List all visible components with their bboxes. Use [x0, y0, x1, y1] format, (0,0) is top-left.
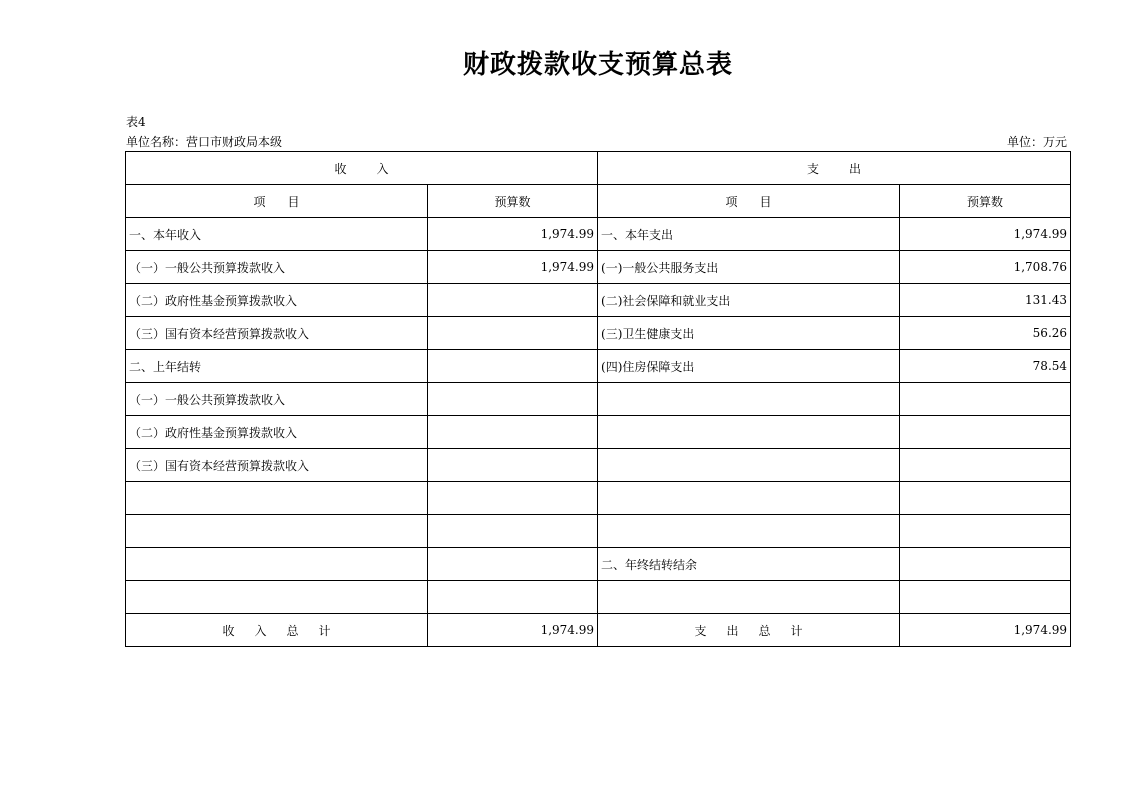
table-row — [126, 350, 1071, 383]
column-header-row — [126, 185, 1071, 218]
expense-amount-cell: 1,974.99 — [900, 218, 1071, 251]
income-amount-cell — [428, 482, 598, 515]
expense-total-label: 支出总计 — [598, 614, 900, 647]
expense-total-amount: 1,974.99 — [900, 614, 1071, 647]
table-row — [126, 548, 1071, 581]
expense-item-cell — [598, 482, 900, 515]
income-amount-cell: 1,974.99 — [428, 218, 598, 251]
expense-item-cell: (一)一般公共服务支出 — [598, 251, 900, 284]
section-header-row — [126, 152, 1071, 185]
income-amount-cell — [428, 350, 598, 383]
unit-label: 单位：万元 — [1006, 135, 1067, 149]
expense-header: 支出 — [598, 152, 1071, 185]
income-item-cell — [126, 515, 428, 548]
income-amount-cell — [428, 449, 598, 482]
expense-item-cell: (四)住房保障支出 — [598, 350, 900, 383]
income-amount-cell — [428, 548, 598, 581]
income-item-cell — [126, 581, 428, 614]
table-row — [126, 416, 1071, 449]
table-number: 表4 — [126, 115, 146, 129]
income-budget-header: 预算数 — [428, 185, 598, 218]
expense-amount-cell — [900, 416, 1071, 449]
income-item-header: 项目 — [126, 185, 428, 218]
income-item-cell: （一）一般公共预算拨款收入 — [126, 251, 428, 284]
income-total-label: 收入总计 — [126, 614, 428, 647]
expense-item-cell — [598, 581, 900, 614]
income-item-cell: （三）国有资本经营预算拨款收入 — [126, 449, 428, 482]
expense-amount-cell: 1,708.76 — [900, 251, 1071, 284]
expense-amount-cell — [900, 482, 1071, 515]
unit-name: 单位名称：营口市财政局本级 — [126, 135, 283, 149]
expense-item-cell: (三)卫生健康支出 — [598, 317, 900, 350]
income-item-cell — [126, 548, 428, 581]
income-amount-cell — [428, 416, 598, 449]
income-total-amount: 1,974.99 — [428, 614, 598, 647]
income-item-cell: 二、上年结转 — [126, 350, 428, 383]
table-row — [126, 515, 1071, 548]
expense-amount-cell — [900, 581, 1071, 614]
expense-item-header: 项目 — [598, 185, 900, 218]
income-amount-cell: 1,974.99 — [428, 251, 598, 284]
income-header: 收入 — [126, 152, 598, 185]
income-item-cell — [126, 482, 428, 515]
income-item-cell: （三）国有资本经营预算拨款收入 — [126, 317, 428, 350]
table-row — [126, 218, 1071, 251]
table-row — [126, 251, 1071, 284]
expense-amount-cell — [900, 548, 1071, 581]
income-item-cell: （二）政府性基金预算拨款收入 — [126, 284, 428, 317]
expense-amount-cell — [900, 515, 1071, 548]
table-row — [126, 482, 1071, 515]
table-row — [126, 581, 1071, 614]
expense-amount-cell: 131.43 — [900, 284, 1071, 317]
expense-item-cell: 二、年终结转结余 — [598, 548, 900, 581]
expense-budget-header: 预算数 — [900, 185, 1071, 218]
income-item-cell: （二）政府性基金预算拨款收入 — [126, 416, 428, 449]
income-amount-cell — [428, 515, 598, 548]
table-row — [126, 284, 1071, 317]
expense-amount-cell — [900, 449, 1071, 482]
page-title: 财政拨款收支预算总表 — [462, 50, 733, 80]
expense-item-cell: (二)社会保障和就业支出 — [598, 284, 900, 317]
expense-item-cell — [598, 515, 900, 548]
expense-item-cell — [598, 449, 900, 482]
income-amount-cell — [428, 581, 598, 614]
table-row — [126, 449, 1071, 482]
expense-item-cell — [598, 416, 900, 449]
table-row — [126, 383, 1071, 416]
income-item-cell: 一、本年收入 — [126, 218, 428, 251]
income-amount-cell — [428, 317, 598, 350]
expense-amount-cell: 78.54 — [900, 350, 1071, 383]
totals-row — [126, 614, 1071, 647]
expense-item-cell: 一、本年支出 — [598, 218, 900, 251]
expense-amount-cell: 56.26 — [900, 317, 1071, 350]
budget-table — [125, 151, 1071, 647]
expense-item-cell — [598, 383, 900, 416]
expense-amount-cell — [900, 383, 1071, 416]
table-row — [126, 317, 1071, 350]
income-item-cell: （一）一般公共预算拨款收入 — [126, 383, 428, 416]
income-amount-cell — [428, 383, 598, 416]
income-amount-cell — [428, 284, 598, 317]
